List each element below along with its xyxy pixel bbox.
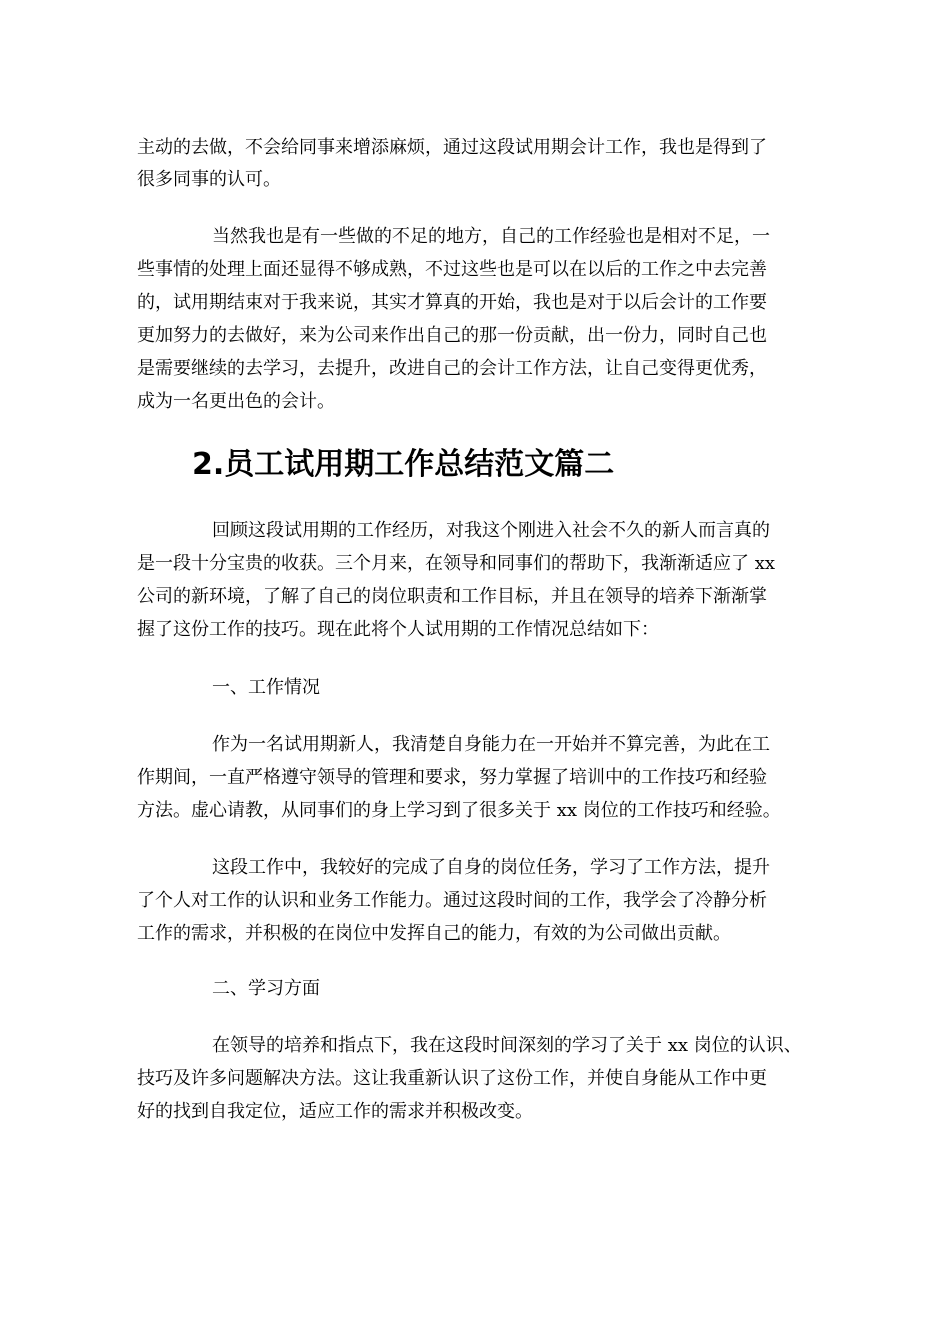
paragraph-line: 些事情的处理上面还显得不够成熟，不过这些也是可以在以后的工作之中去完善: [137, 259, 767, 280]
paragraph-line: 当然我也是有一些做的不足的地方，自己的工作经验也是相对不足，一: [212, 226, 770, 247]
paragraph-line: 好的找到自我定位，适应工作的需求并积极改变。: [137, 1101, 533, 1122]
paragraph-line: 回顾这段试用期的工作经历，对我这个刚进入社会不久的新人而言真的: [212, 520, 770, 541]
paragraph-line: 是一段十分宝贵的收获。三个月来，在领导和同事们的帮助下，我渐渐适应了 xx: [137, 553, 776, 574]
paragraph-line: 在领导的培养和指点下，我在这段时间深刻的学习了关于 xx 岗位的认识、: [212, 1035, 802, 1056]
paragraph-line: 技巧及许多问题解决方法。这让我重新认识了这份工作，并使自身能从工作中更: [137, 1068, 767, 1089]
subsection-title: 二、学习方面: [212, 978, 320, 999]
paragraph-line: 的，试用期结束对于我来说，其实才算真的开始，我也是对于以后会计的工作要: [137, 292, 767, 313]
paragraph-line: 握了这份工作的技巧。现在此将个人试用期的工作情况总结如下：: [137, 619, 659, 640]
paragraph-line: 更加努力的去做好，来为公司来作出自己的那一份贡献，出一份力，同时自己也: [137, 325, 767, 346]
paragraph-line: 了个人对工作的认识和业务工作能力。通过这段时间的工作，我学会了冷静分析: [137, 890, 767, 911]
paragraph-line: 很多同事的认可。: [137, 169, 281, 190]
paragraph-line: 公司的新环境，了解了自己的岗位职责和工作目标，并且在领导的培养下渐渐掌: [137, 586, 767, 607]
subsection-title: 一、工作情况: [212, 677, 320, 698]
paragraph-line: 这段工作中，我较好的完成了自身的岗位任务，学习了工作方法，提升: [212, 857, 770, 878]
paragraph-line: 作期间，一直严格遵守领导的管理和要求，努力掌握了培训中的工作技巧和经验: [137, 767, 767, 788]
paragraph-line: 工作的需求，并积极的在岗位中发挥自己的能力，有效的为公司做出贡献。: [137, 923, 731, 944]
paragraph-line: 成为一名更出色的会计。: [137, 391, 335, 412]
paragraph-line: 主动的去做，不会给同事来增添麻烦，通过这段试用期会计工作，我也是得到了: [137, 137, 767, 158]
paragraph-line: 方法。虚心请教，从同事们的身上学习到了很多关于 xx 岗位的工作技巧和经验。: [137, 800, 781, 821]
paragraph-line: 作为一名试用期新人，我清楚自身能力在一开始并不算完善，为此在工: [212, 734, 770, 755]
paragraph-line: 是需要继续的去学习，去提升，改进自己的会计工作方法，让自己变得更优秀，: [137, 358, 767, 379]
section-heading: 2.员工试用期工作总结范文篇二: [192, 447, 615, 482]
